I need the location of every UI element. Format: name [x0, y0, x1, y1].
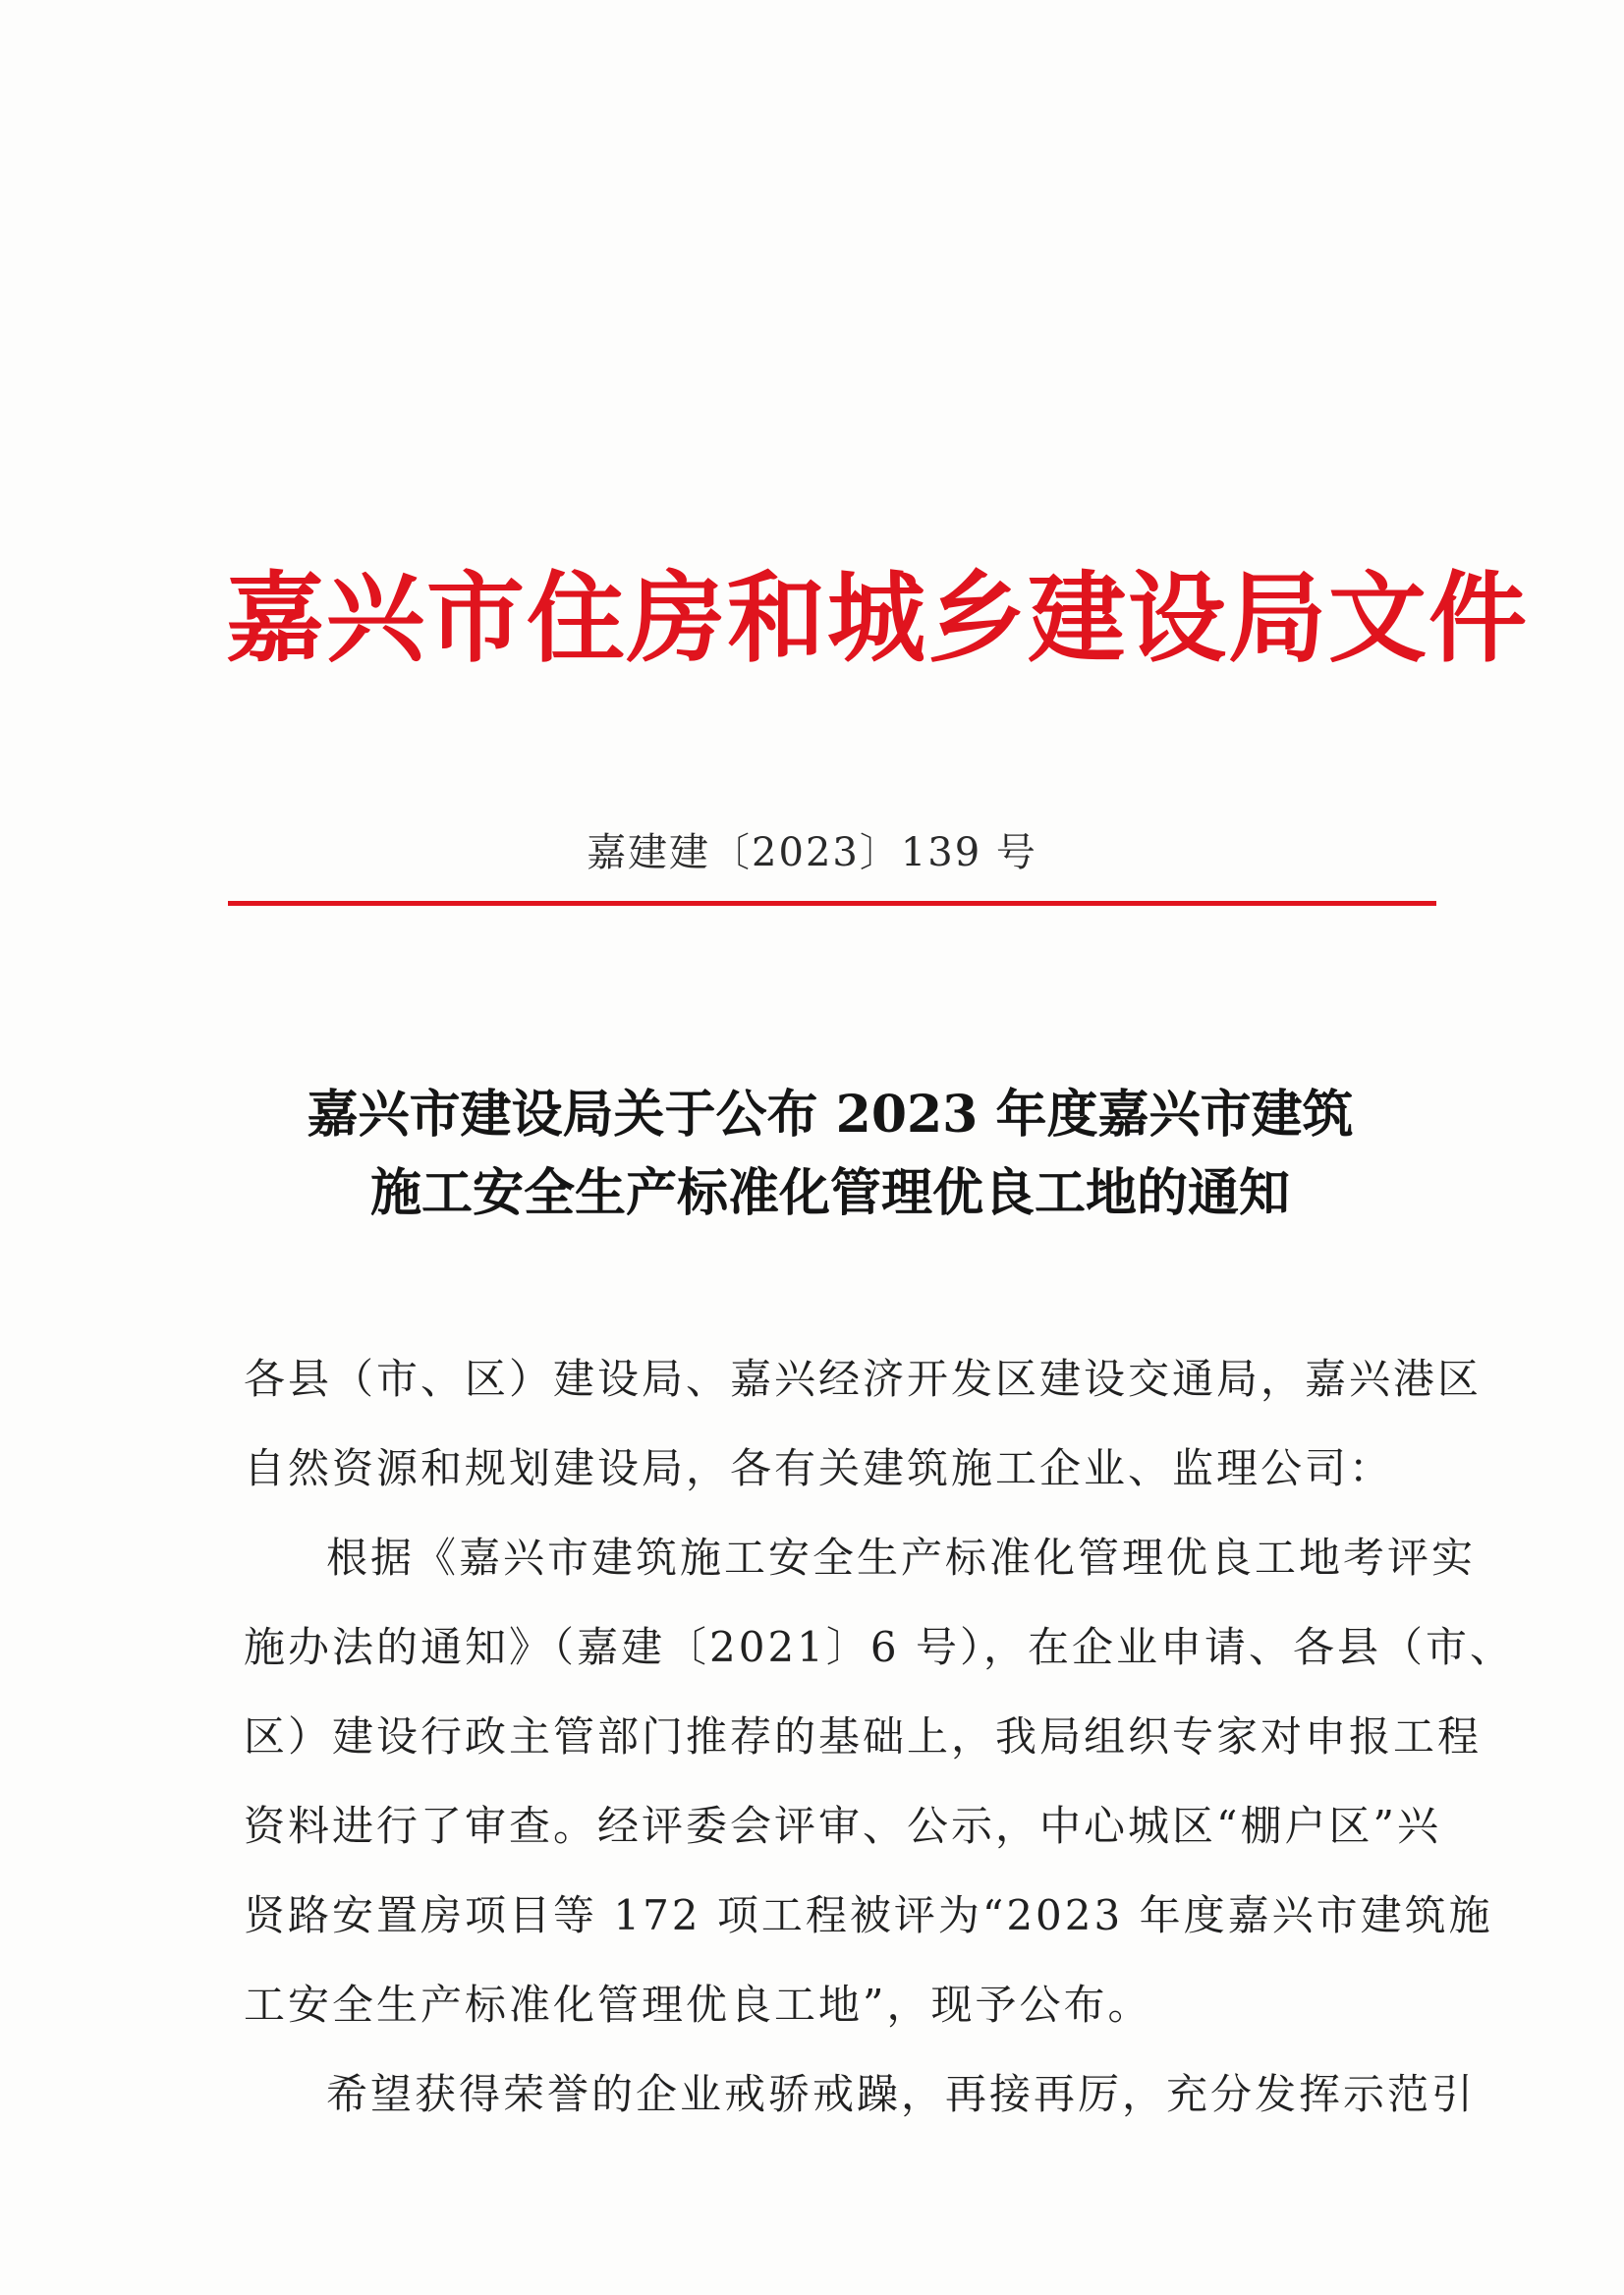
body-line-3: 根据《嘉兴市建筑施工安全生产标准化管理优良工地考评实	[326, 1534, 1477, 1582]
body-line-1: 各县（市、区）建设局、嘉兴经济开发区建设交通局，嘉兴港区	[244, 1355, 1483, 1403]
notice-title-line-2: 施工安全生产标准化管理优良工地的通知	[369, 1163, 1290, 1223]
notice-title-line-1: 嘉兴市建设局关于公布 2023 年度嘉兴市建筑	[307, 1085, 1354, 1145]
notice-body	[244, 1334, 1514, 2139]
body-line-5: 区）建设行政主管部门推荐的基础上，我局组织专家对申报工程	[244, 1712, 1483, 1761]
body-line-7: 贤路安置房项目等 172 项工程被评为“2023 年度嘉兴市建筑施	[244, 1891, 1493, 1939]
body-line-2: 自然资源和规划建设局，各有关建筑施工企业、监理公司：	[244, 1444, 1394, 1492]
red-separator-line	[228, 901, 1436, 906]
document-masthead: 嘉兴市住房和城乡建设局文件	[226, 561, 1529, 676]
document-number: 嘉建建〔2023〕139 号	[587, 830, 1037, 875]
body-line-9: 希望获得荣誉的企业戒骄戒躁，再接再厉，充分发挥示范引	[326, 2070, 1477, 2118]
notice-title	[226, 1076, 1434, 1233]
body-line-4: 施办法的通知》（嘉建〔2021〕6 号），在企业申请、各县（市、	[244, 1623, 1514, 1671]
body-line-8: 工安全生产标准化管理优良工地”，现予公布。	[244, 1981, 1152, 2029]
body-line-6: 资料进行了审查。经评委会评审、公示，中心城区“棚户区”兴	[244, 1802, 1441, 1850]
